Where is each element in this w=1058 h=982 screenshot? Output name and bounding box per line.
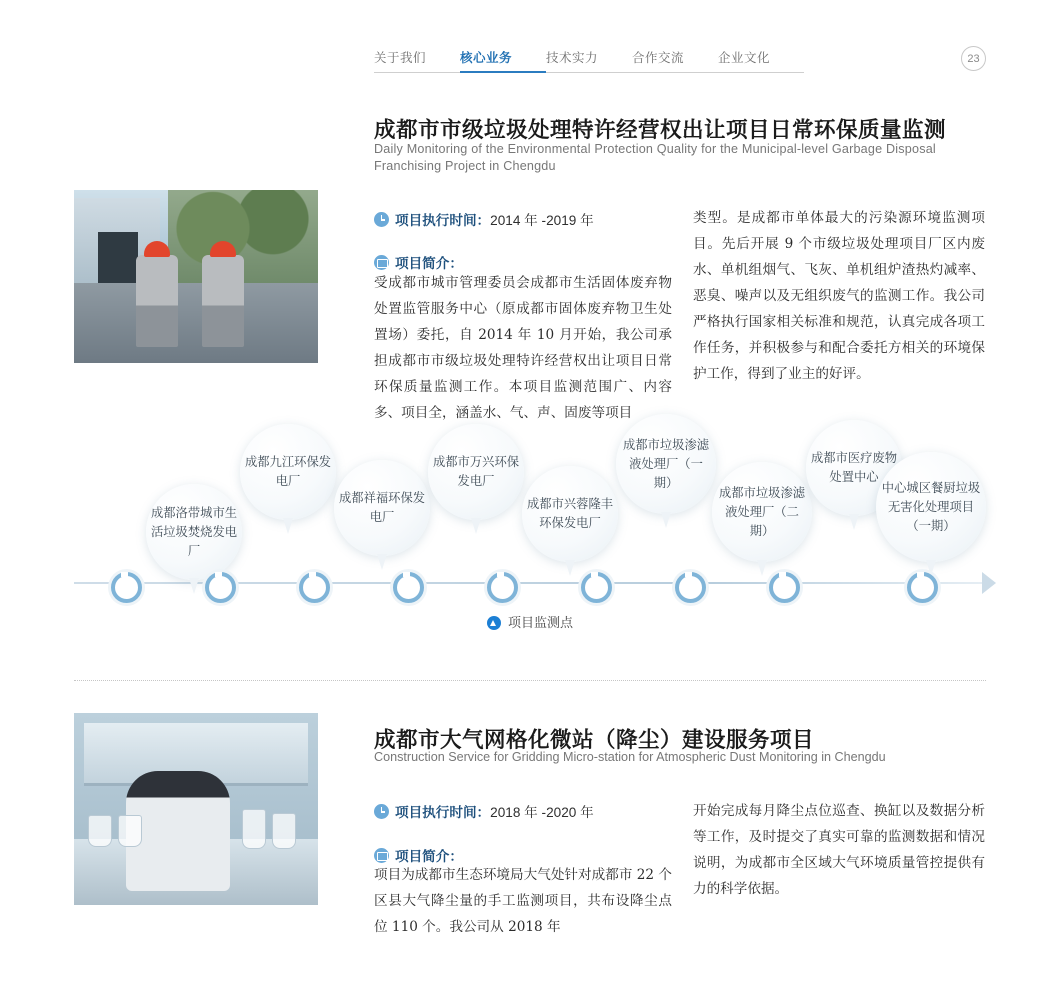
timeline-bubble xyxy=(522,466,618,562)
timeline-bubble xyxy=(240,424,336,520)
photo-flask xyxy=(88,815,112,847)
section-1-time-row xyxy=(374,209,594,229)
timeline-bubble-label: 中心城区餐厨垃圾无害化处理项目（一期） xyxy=(881,480,981,533)
timeline-bubble xyxy=(428,424,524,520)
timeline-bubble-label: 成都市万兴环保发电厂 xyxy=(432,455,520,488)
bubble-tail xyxy=(661,512,671,528)
section-1-photo xyxy=(74,190,318,363)
section-1-time-label: 项目执行时间： xyxy=(395,213,491,229)
marker-gap xyxy=(121,572,128,577)
timeline-marker xyxy=(393,572,424,603)
photo-worker-right xyxy=(202,255,244,347)
section-1-subtitle: Daily Monitoring of the Environmental Protection Quality for the Municipal-level Garbage Disposal Franchising Project in Chengdu xyxy=(374,142,936,173)
bubble-tail xyxy=(471,518,481,534)
timeline-bubble-label: 成都市医疗废物处置中心 xyxy=(810,451,898,484)
section-1-intro-label: 项目简介： xyxy=(395,256,463,272)
bubble-tail xyxy=(565,560,575,576)
bubble-tail xyxy=(283,518,293,534)
bubble-tail xyxy=(377,554,387,570)
section-1-column-left: 受成都市城市管理委员会成都市生活固体废弃物处置监管服务中心（原成都市固体废弃物卫生处置场）委托，自 2014 年 10 月开始，我公司承担成都市市级垃圾处理特许经营权出让项目日常环保质量监测工作。本项目监测范围广、内容多、项目全，涵盖水、气、声、固废等项目 xyxy=(374,275,672,421)
timeline-bubble-label: 成都市垃圾渗滤液处理厂（二期） xyxy=(718,485,806,538)
timeline-bubble-label: 成都洛带城市生活垃圾焚烧发电厂 xyxy=(150,505,238,558)
section-1-time-value: 2014 年 -2019 年 xyxy=(490,213,594,228)
timeline-bubble xyxy=(334,460,430,556)
bubble-tail xyxy=(849,514,859,530)
marker-gap xyxy=(591,572,598,577)
timeline-marker xyxy=(299,572,330,603)
timeline-bubble-label: 成都市垃圾渗滤液处理厂（一期） xyxy=(622,437,710,490)
nav-item-culture[interactable]: 企业文化 xyxy=(718,48,804,73)
photo-flask xyxy=(272,813,296,849)
section-2-title: 成都市大气网格化微站（降尘）建设服务项目 xyxy=(374,728,815,753)
bubble-tail xyxy=(757,560,767,576)
clock-icon xyxy=(374,804,389,819)
timeline-marker xyxy=(205,572,236,603)
photo-ground xyxy=(74,283,318,363)
timeline-bubble-label: 成都市兴蓉隆丰环保发电厂 xyxy=(526,497,614,530)
section-2-time-value: 2018 年 -2020 年 xyxy=(490,805,594,820)
timeline-bubble xyxy=(616,414,716,514)
bubble-tail xyxy=(189,578,199,594)
timeline-arrow-icon xyxy=(982,572,996,594)
timeline-bubble xyxy=(146,484,242,580)
timeline-bubble xyxy=(712,462,812,562)
section-1-title: 成都市市级垃圾处理特许经营权出让项目日常环保质量监测 xyxy=(374,118,947,143)
timeline-legend-label: 项目监测点 xyxy=(507,616,573,631)
timeline-marker xyxy=(487,572,518,603)
nav-item-technology[interactable]: 技术实力 xyxy=(546,48,632,73)
marker-gap xyxy=(917,572,924,577)
top-navigation[interactable] xyxy=(374,48,804,73)
monitoring-point-icon xyxy=(487,616,501,630)
section-2-intro-label: 项目简介： xyxy=(395,849,463,865)
section-2-subtitle: Construction Service for Gridding Micro-station for Atmospheric Dust Monitoring in Chengdu xyxy=(374,750,886,764)
marker-gap xyxy=(779,572,786,577)
section-2-time-label: 项目执行时间： xyxy=(395,805,491,821)
marker-gap xyxy=(497,572,504,577)
photo-flask xyxy=(118,815,142,847)
timeline-marker xyxy=(769,572,800,603)
photo-worker-left xyxy=(136,255,178,347)
timeline-marker xyxy=(675,572,706,603)
section-2-column-right: 开始完成每月降尘点位巡查、换缸以及数据分析等工作，及时提交了真实可靠的监测数据和情况说明，为成都市全区域大气环境质量管控提供有力的科学依据。 xyxy=(693,803,985,897)
marker-gap xyxy=(309,572,316,577)
project-timeline xyxy=(74,400,986,640)
timeline-legend xyxy=(74,612,986,631)
marker-gap xyxy=(403,572,410,577)
marker-gap xyxy=(215,572,222,577)
nav-item-cooperation[interactable]: 合作交流 xyxy=(632,48,718,73)
marker-gap xyxy=(685,572,692,577)
page-number: 23 xyxy=(961,46,986,71)
timeline-marker xyxy=(111,572,142,603)
section-2-column-left: 项目为成都市生态环境局大气处针对成都市 22 个区县大气降尘量的手工监测项目，共布设降尘点位 110 个。我公司从 2018 年 xyxy=(374,867,672,935)
section-1-intro-row xyxy=(374,252,463,272)
book-icon xyxy=(374,848,389,863)
section-1-column-right: 类型。是成都市单体最大的污染源环境监测项目。先后开展 9 个市级垃圾处理项目厂区内废水、单机组烟气、飞灰、单机组炉渣热灼减率、恶臭、噪声以及无组织废气的监测工作。我公司严格执行国家相关标准和规范，认真完成各项工作任务，并积极参与和配合委托方相关的环境保护工作，得到了业主的好评。 xyxy=(693,210,985,382)
nav-item-core-business[interactable]: 核心业务 xyxy=(460,48,546,73)
nav-item-about[interactable]: 关于我们 xyxy=(374,48,460,73)
timeline-marker xyxy=(581,572,612,603)
clock-icon xyxy=(374,212,389,227)
timeline-bubble xyxy=(876,452,986,562)
timeline-bubble-label: 成都九江环保发电厂 xyxy=(244,455,332,488)
photo-flask xyxy=(242,809,266,849)
section-divider xyxy=(74,680,986,681)
book-icon xyxy=(374,255,389,270)
section-2-time-row xyxy=(374,801,594,821)
section-2-photo xyxy=(74,713,318,905)
timeline-marker xyxy=(907,572,938,603)
timeline-bubble-label: 成都祥福环保发电厂 xyxy=(338,491,426,524)
